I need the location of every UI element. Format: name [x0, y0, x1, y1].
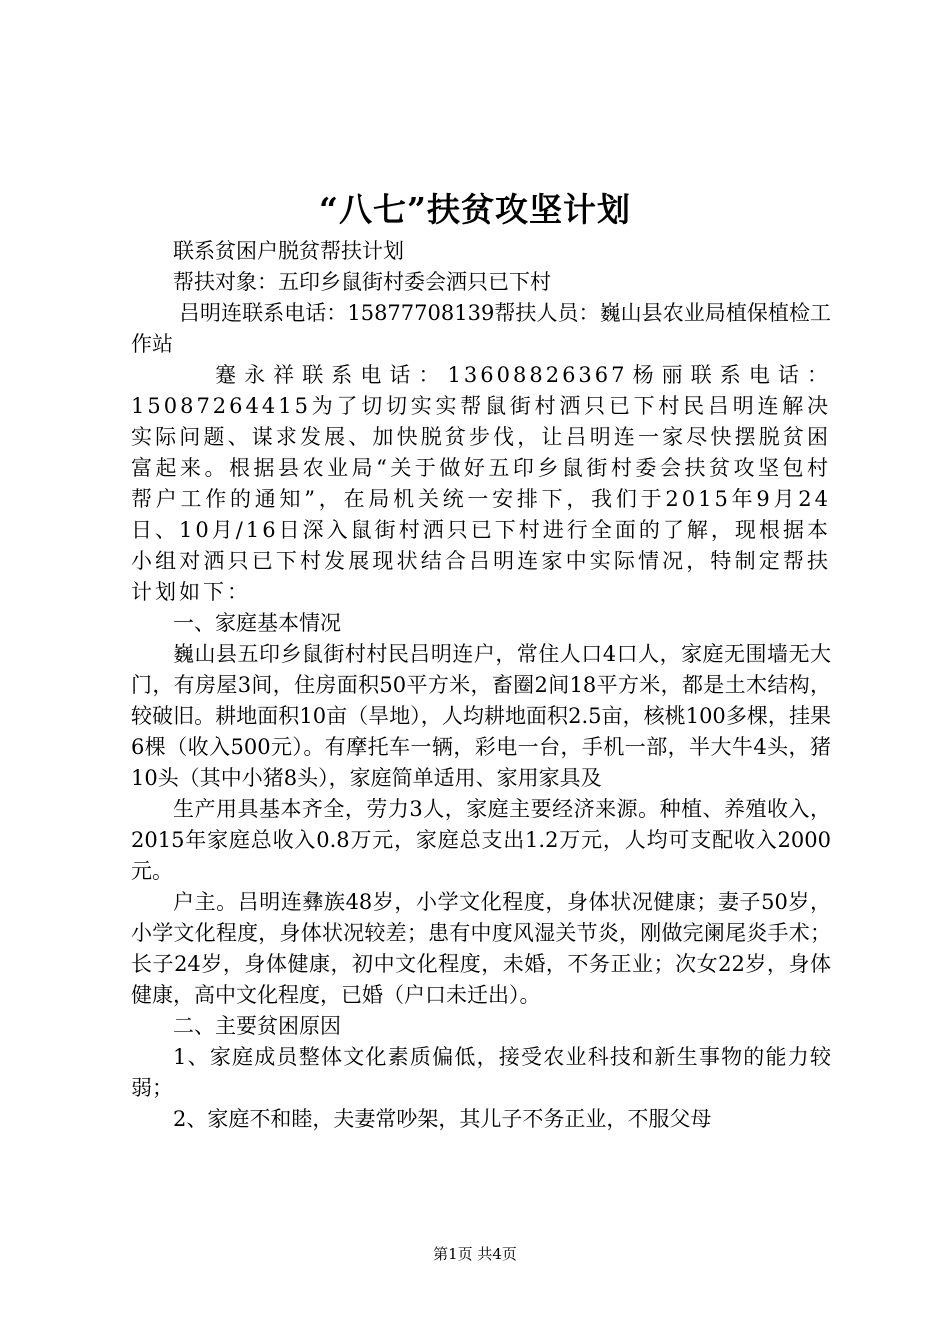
paragraph-cause-2: 2、家庭不和睦，夫妻常吵架，其儿子不务正业，不服父母 — [173, 1107, 712, 1131]
paragraph-family-basic: 巍山县五印乡鼠街村村民吕明连户，常住人口4口人，家庭无围墙无大门，有房屋3间，住房面积50平方米，畜圈2间18平方米，都是土木结构，较破旧。耕地面积10亩（旱地），人均耕地面积2.5亩，核桃100多棵，挂果6棵（收入500元）。有摩托车一辆，彩电一台，手机一部，半大牛4头，猪10头（其中小猪8头），家庭简单适用、家用家具及 — [131, 642, 831, 790]
paragraph-family-income: 生产用具基本齐全，劳力3人，家庭主要经济来源。种植、养殖收入，2015年家庭总收入0.8万元，家庭总支出1.2万元，人均可支配收入2000元。 — [131, 797, 831, 883]
section-heading-family: 一、家庭基本情况 — [173, 611, 341, 635]
page-footer: 第1页 共4页 — [433, 1245, 517, 1263]
paragraph-target: 帮扶对象：五印乡鼠街村委会洒只已下村 — [173, 270, 551, 294]
paragraph-contact-1: 吕明连联系电话：15877708139帮扶人员：巍山县农业局植保植检工作站 — [131, 301, 831, 356]
paragraph-household-members: 户主。吕明连彝族48岁，小学文化程度，身体状况健康；妻子50岁，小学文化程度，身体状况较差；患有中度风湿关节炎，刚做完阑尾炎手术；长子24岁，身体健康，初中文化程度，未婚，不务正业；次女22岁，身体健康，高中文化程度，已婚（户口未迁出）。 — [131, 890, 831, 1007]
document-body — [131, 236, 831, 1135]
section-heading-causes: 二、主要贫困原因 — [173, 1014, 341, 1038]
paragraph-contact-2: 蹇永祥联系电话：13608826367杨丽联系电话：15087264415为了切切实实帮鼠街村洒只已下村民吕明连解决实际问题、谋求发展、加快脱贫步伐，让吕明连一家尽快摆脱贫困富起来。根据县农业局“关于做好五印乡鼠街村委会扶贫攻坚包村帮户工作的通知”，在局机关统一安排下，我们于2015年9月24日、10月/16日深入鼠街村洒只已下村进行全面的了解，现根据本小组对洒只已下村发展现状结合吕明连家中实际情况，特制定帮扶计划如下： — [131, 363, 831, 604]
paragraph-cause-1: 1、家庭成员整体文化素质偏低，接受农业科技和新生事物的能力较弱； — [131, 1045, 831, 1100]
document-title: “八七”扶贫攻坚计划 — [319, 190, 631, 229]
paragraph-plan-heading: 联系贫困户脱贫帮扶计划 — [173, 239, 404, 263]
